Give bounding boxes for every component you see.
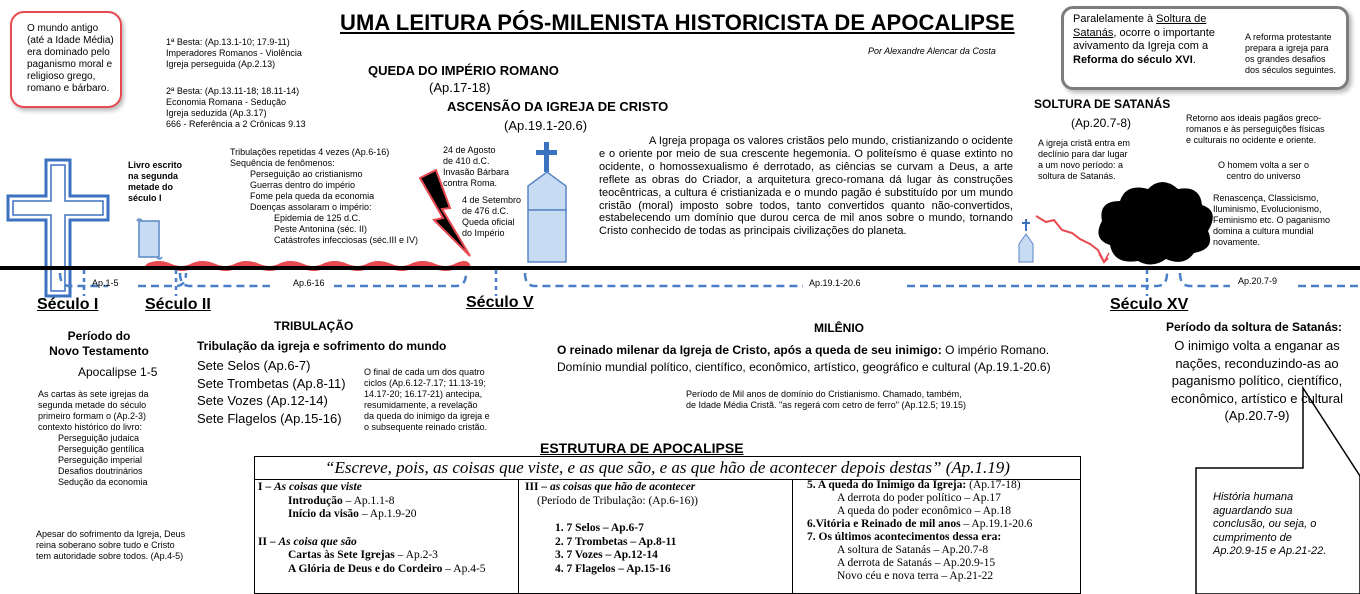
- ancient-world-note: [10, 11, 122, 108]
- decline-line: soltura de Satanás.: [1038, 171, 1116, 181]
- satan-line: nações, reconduzindo-as ao: [1175, 355, 1339, 371]
- period-nt-ref: Apocalipse 1-5: [78, 365, 158, 379]
- date-line: do Império: [462, 228, 505, 238]
- range-label: Ap.1-5: [92, 278, 119, 288]
- book-line: século I: [128, 193, 162, 203]
- millennium-note: [686, 389, 966, 411]
- item-title: Início da visão: [288, 508, 359, 521]
- note-line: O mundo antigo: [27, 23, 99, 34]
- beast-line: Igreja perseguida (Ap.2.13): [166, 59, 276, 69]
- millennium-summary: [557, 343, 1049, 358]
- sovereignty-line: Apesar do sofrimento da Igreja, Deus: [36, 529, 186, 539]
- rise-church-heading: ASCENSÃO DA IGREJA DE CRISTO: [447, 99, 669, 114]
- cycles-line: da queda do inimigo da igreja e: [364, 411, 490, 421]
- disease-item: Epidemia de 125 d.C.: [274, 213, 361, 223]
- range-label: Ap.20.7-9: [1238, 276, 1278, 286]
- reformation-end: .: [1192, 53, 1196, 66]
- section-title: as coisas que hão de acontecer: [549, 481, 696, 493]
- satan-line: (Ap.20.7-9): [1224, 408, 1290, 423]
- sovereignty-line: tem autoridade sobre todos. (Ap.4-5): [36, 551, 184, 561]
- movement-line: Renascença, Classicismo,: [1213, 193, 1319, 203]
- structure-col-3: [792, 479, 1080, 593]
- page-title: UMA LEITURA PÓS-MILENISTA HISTORICISTA DE APOCALIPSE: [340, 10, 1015, 35]
- item-ref: – Ap.1.1-8: [342, 494, 395, 507]
- letters-line: primeiro formam o (Ap.2-3): [38, 411, 147, 421]
- disease-item: Peste Antonina (séc. II): [274, 224, 368, 234]
- side-line: A reforma protestante: [1245, 32, 1332, 42]
- item-title: A Glória de Deus e do Cordeiro: [288, 562, 443, 575]
- trib-item: Doenças assolaram o império:: [250, 202, 372, 212]
- empire-fall-date: [462, 195, 521, 239]
- future-arrow-note: [1213, 491, 1326, 559]
- structure-quote: “Escreve, pois, as coisas que viste, e as que são, e as que hão de acontecer depois destas” (Ap.1.19): [255, 457, 1080, 480]
- note-line: (até a Idade Média): [27, 35, 114, 46]
- scroll-icon: [137, 219, 162, 259]
- millennium-heading: MILÊNIO: [814, 321, 864, 335]
- satan-period-heading: Período da soltura de Satanás:: [1166, 320, 1343, 334]
- context-item: Perseguição judaica: [58, 433, 140, 443]
- structure-col-2: [518, 479, 792, 593]
- tribulation-heading: TRIBULAÇÃO: [274, 319, 354, 333]
- date-line: de 410 d.C.: [443, 156, 490, 166]
- reformation-box: [1061, 6, 1349, 90]
- sub-item: A queda do poder econômico – Ap.18: [837, 505, 1012, 517]
- beast-line: Economia Romana - Sedução: [166, 97, 287, 107]
- century-label: Século XV: [1110, 296, 1189, 313]
- rise-church-ref: (Ap.19.1-20.6): [504, 118, 588, 133]
- range-label: Ap.6-16: [293, 278, 325, 288]
- side-line: os grandes desafios: [1245, 54, 1326, 64]
- church-icon: [528, 142, 566, 262]
- satan-release-ref: (Ap.20.7-8): [1071, 116, 1132, 130]
- arrow-line: cumprimento de: [1213, 531, 1292, 544]
- structure-heading: ESTRUTURA DE APOCALIPSE: [540, 440, 744, 456]
- cycle-item: Sete Trombetas (Ap.8-11): [197, 375, 346, 391]
- note-line: religioso grego,: [27, 71, 96, 82]
- trib-line: Tribulações repetidas 4 vezes (Ap.6-16): [230, 147, 390, 157]
- item-ref: – Ap.19.1-20.6: [960, 518, 1033, 530]
- section-item: 4. 7 Flagelos – Ap.15-16: [555, 562, 671, 575]
- church-decline-note: [1038, 138, 1130, 182]
- date-line: Invasão Bárbara: [443, 167, 510, 177]
- movement-line: Iluminismo, Evolucionismo,: [1213, 204, 1322, 214]
- satan-line: paganismo político, científico,: [1171, 373, 1343, 388]
- millennium-normal: O império Romano.: [941, 343, 1050, 357]
- millennium-note-line: Período de Mil anos de domínio do Cristianismo. Chamado, também,: [686, 389, 962, 399]
- item-title: 5. A queda do Inimigo da Igreja:: [807, 479, 967, 491]
- spacer: [258, 522, 518, 536]
- movements-note: [1213, 193, 1330, 248]
- beast-line: 1ª Besta: (Ap.13.1-10; 17.9-11): [166, 37, 290, 47]
- cloud-icon: [1098, 182, 1212, 265]
- sub-item: A derrota de Satanás – Ap.20.9-15: [837, 557, 996, 569]
- reformation-lead: Paralelamente à: [1073, 13, 1157, 25]
- trib-item: Guerras dentro do império: [250, 180, 356, 190]
- section-subtitle: (Período de Tribulação: (Ap.6-16)): [537, 494, 698, 507]
- reformation-link: Soltura de Satanás: [1073, 13, 1207, 39]
- author-byline: Por Alexandre Alencar da Costa: [868, 46, 996, 56]
- section-number: II –: [258, 535, 279, 548]
- beast-line: Imperadores Romanos - Violência: [166, 48, 302, 58]
- reformation-side-note: [1245, 32, 1336, 76]
- reformation-bold: Reforma do século XVI: [1073, 53, 1193, 66]
- item-ref: – Ap.4-5: [442, 562, 486, 575]
- man-line: O homem volta a ser o: [1218, 160, 1310, 170]
- century-label: Século II: [145, 296, 211, 313]
- section-item: 1. 7 Selos – Ap.6-7: [555, 522, 644, 535]
- date-line: Queda oficial: [462, 217, 515, 227]
- satan-release-heading: SOLTURA DE SATANÁS: [1034, 97, 1171, 111]
- trib-item: Perseguição ao cristianismo: [250, 169, 363, 179]
- decline-line: A igreja cristã entra em: [1038, 138, 1131, 148]
- arrow-line: Ap.20.9-15 e Ap.21-22.: [1213, 545, 1327, 557]
- section-title: As coisas que viste: [273, 481, 362, 493]
- satan-period-text: [1160, 337, 1354, 425]
- decline-line: declínio para dar lugar: [1038, 149, 1128, 159]
- date-line: contra Roma.: [443, 178, 498, 188]
- section-number: III –: [525, 481, 550, 493]
- cycles-line: resumidamente, a revelação: [364, 400, 478, 410]
- book-line: metade do: [128, 182, 174, 192]
- section-item: [807, 518, 1080, 531]
- section-item: [258, 563, 518, 577]
- sub-item: A soltura de Satanás – Ap.20.7-8: [837, 544, 989, 556]
- cycle-item: Sete Selos (Ap.6-7): [197, 358, 311, 373]
- pagan-line: e culturais no ocidente e oriente.: [1186, 135, 1317, 145]
- millennium-dominion: Domínio mundial político, científico, econômico, artístico, geográfico e cultural (Ap.19.1-20.6): [557, 360, 1051, 374]
- structure-table: [254, 456, 1081, 594]
- book-written-note: [128, 160, 182, 204]
- section-item: 3. 7 Vozes – Ap.12-14: [555, 549, 658, 562]
- sovereignty-line: reina soberano sobre tudo e Cristo: [36, 540, 175, 550]
- section-item: 2. 7 Trombetas – Ap.8-11: [555, 535, 677, 548]
- man-center-note: [1218, 160, 1309, 182]
- item-title: Introdução: [288, 494, 343, 507]
- cycles-line: ciclos (Ap.6.12-7.17; 11.13-19;: [364, 378, 486, 388]
- letters-line: As cartas às sete igrejas da: [38, 389, 149, 399]
- century-label: Século V: [466, 294, 534, 311]
- barbarian-invasion-date: [443, 145, 509, 189]
- section-item: [807, 479, 1080, 492]
- movement-line: Feminismo etc. O paganismo: [1213, 215, 1331, 225]
- section-heading: [525, 481, 792, 495]
- section-item: [258, 549, 518, 563]
- date-line: 24 de Agosto: [443, 145, 496, 155]
- small-church-icon: [1019, 219, 1033, 262]
- cycle-item: Sete Vozes (Ap.12-14): [197, 393, 328, 408]
- millennium-bold: O reinado milenar da Igreja de Cristo, após a queda de seu inimigo:: [557, 343, 942, 357]
- sub-item: A derrota do poder político – Ap.17: [837, 492, 1001, 504]
- trib-line: Sequência de fenômenos:: [230, 158, 335, 168]
- range-label: Ap.19.1-20.6: [809, 278, 861, 288]
- structure-col-1: [255, 479, 518, 593]
- cycles-line: O final de cada um dos quatro: [364, 367, 485, 377]
- cycles-note: [364, 367, 490, 433]
- side-line: dos séculos seguintes.: [1245, 65, 1337, 75]
- item-ref: – Ap.1.9-20: [358, 508, 417, 521]
- reformation-rest: , ocorre o importante avivamento da Igreja com a: [1073, 26, 1215, 52]
- tribulations-note: [230, 147, 418, 246]
- book-line: na segunda: [128, 171, 179, 181]
- section-item: [258, 495, 518, 509]
- period-nt-heading: [34, 329, 164, 359]
- cycles-line: 14.17-20; 16.17-21) antecipa,: [364, 389, 483, 399]
- spacer: [525, 508, 792, 522]
- tribulation-list: [197, 357, 346, 427]
- section-heading: [258, 536, 518, 550]
- decline-line: [1036, 216, 1108, 262]
- reformation-text: [1073, 13, 1233, 67]
- beast-line: 2ª Besta: (Ap.13.11-18; 18.11-14): [166, 86, 300, 96]
- fall-of-rome-heading: QUEDA DO IMPÉRIO ROMANO: [368, 63, 559, 78]
- section-item: 7. Os últimos acontecimentos dessa era:: [807, 531, 1002, 543]
- first-beast-note: [166, 37, 302, 70]
- note-line: era dominado pelo: [27, 47, 110, 58]
- date-line: de 476 d.C.: [462, 206, 509, 216]
- movement-line: domina a cultura mundial: [1213, 226, 1314, 236]
- letters-line: contexto histórico do livro:: [38, 422, 143, 432]
- context-item: Desafios doutrinários: [58, 466, 143, 476]
- context-item: Sedução da economia: [58, 477, 148, 487]
- section-heading: [258, 481, 518, 495]
- sub-item: Novo céu e nova terra – Ap.21-22: [837, 570, 994, 582]
- man-line: centro do universo: [1226, 171, 1301, 181]
- satan-line: econômico, artístico e cultural: [1171, 390, 1343, 406]
- satan-line: O inimigo volta a enganar as: [1174, 338, 1340, 353]
- note-line: romano e bárbaro.: [27, 83, 110, 94]
- century-label: Século I: [37, 296, 99, 313]
- cycle-item: Sete Flagelos (Ap.15-16): [197, 410, 342, 426]
- context-item: Perseguição imperial: [58, 455, 143, 465]
- disease-item: Catástrofes infecciosas (séc.III e IV): [274, 235, 419, 245]
- sovereignty-note: [36, 529, 185, 562]
- tribulation-subheading: Tribulação da igreja e sofrimento do mundo: [197, 339, 447, 353]
- period-line: Período do: [67, 329, 131, 343]
- movement-line: novamente.: [1213, 237, 1261, 247]
- timeline-ranges: [60, 273, 1360, 286]
- context-item: Perseguição gentílica: [58, 444, 145, 454]
- letters-line: segunda metade do século: [38, 400, 147, 410]
- date-line: 4 de Setembro: [462, 195, 522, 205]
- timeline-bar: [0, 266, 1360, 270]
- section-item: [258, 508, 518, 522]
- item-ref: (Ap.17-18): [966, 479, 1021, 491]
- period-line: Novo Testamento: [49, 344, 149, 358]
- pagan-return-note: [1186, 113, 1325, 146]
- cycles-line: o subsequente reinado cristão.: [364, 422, 488, 432]
- beast-line: Igreja seduzida (Ap.3.17): [166, 108, 267, 118]
- church-paragraph: A Igreja propaga os valores cristãos pelo mundo, cristianizando o ocidente e o oriente por meio de sua crescente hegemonia. O politeísmo é quase extinto no ocidente, o homossexualismo é derrotado, as ciências se curvam a Deus, a arte reflete as obras do Criador, a arquitetura greco-romana dá lugar às construções teocêntricas, a cultura é cristianizada e o mundo pagão é substituído por um mundo cristão (moral) imposto sobre todos, tanto convertidos quanto não-convertidos, estabelecendo um domínio que durou cerca de mil anos sobre o mundo, tornando Cristo conhecido de todas as principais civilizações do planeta.: [599, 135, 1013, 238]
- item-ref: – Ap.2-3: [394, 549, 438, 562]
- trib-item: Fome pela queda da economia: [250, 191, 375, 201]
- arrow-line: aguardando sua: [1213, 504, 1293, 517]
- book-line: Livro escrito: [128, 160, 183, 170]
- section-number: I –: [258, 481, 274, 493]
- second-beast-note: [166, 86, 306, 130]
- arrow-line: História humana: [1213, 491, 1294, 503]
- item-title: 6.Vitória e Reinado de mil anos: [807, 518, 961, 530]
- letters-note: [38, 389, 149, 488]
- millennium-note-line: de Idade Média Cristã. "as regerá com cetro de ferro" (Ap.12.5; 19.15): [686, 400, 967, 410]
- beast-line: 666 - Referência a 2 Crônicas 9.13: [166, 119, 306, 129]
- section-title: As coisa que são: [278, 535, 357, 548]
- arrow-line: conclusão, ou seja, o: [1213, 518, 1317, 530]
- decline-line: a um novo período: a: [1038, 160, 1124, 170]
- fall-of-rome-ref: (Ap.17-18): [429, 80, 491, 95]
- side-line: prepara a igreja para: [1245, 43, 1329, 53]
- pagan-line: romanos e às perseguições físicas: [1186, 124, 1325, 134]
- note-line: paganismo moral e: [27, 59, 113, 70]
- item-title: Cartas às Sete Igrejas: [288, 549, 395, 562]
- cross-icon: [8, 160, 108, 296]
- century-ticks: [84, 270, 1147, 296]
- pagan-line: Retorno aos ideais pagãos greco-: [1186, 113, 1322, 123]
